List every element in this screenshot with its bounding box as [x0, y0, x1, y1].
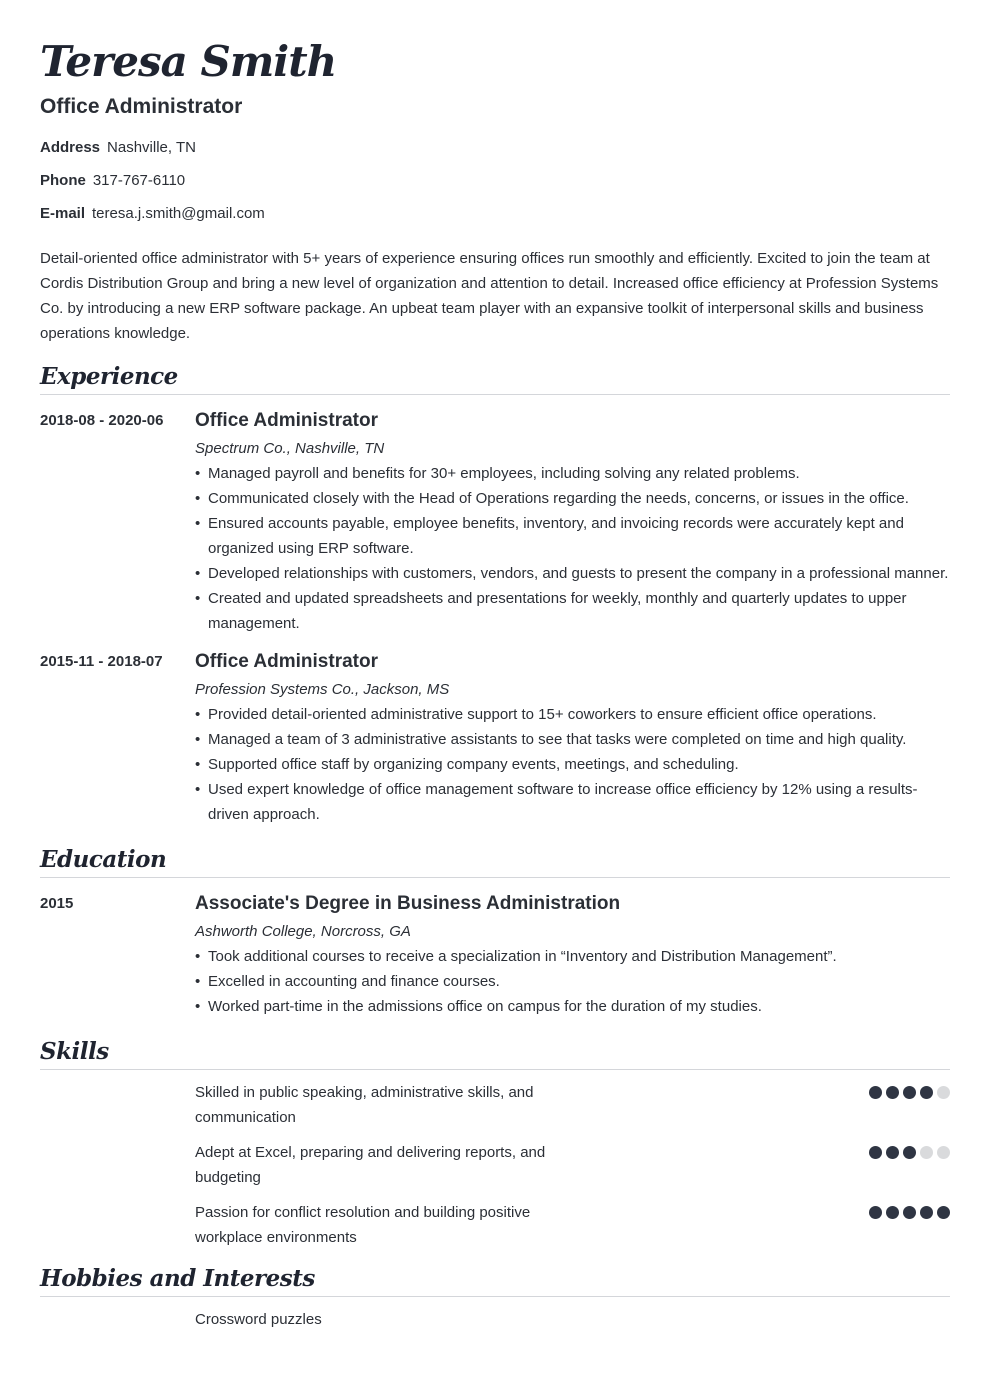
- bullet-dot-icon: •: [195, 948, 201, 965]
- entry-date: 2018-08 - 2020-06: [40, 412, 164, 429]
- contact-label: E-mail: [40, 205, 86, 222]
- skills-list: [40, 1080, 950, 1250]
- skill-row: [40, 1200, 950, 1250]
- experience-list: [40, 407, 950, 827]
- entry-organization: Ashworth College, Norcross, GA: [195, 923, 411, 940]
- skill-pip-filled-icon: [869, 1206, 882, 1219]
- skill-spacer: [40, 1200, 195, 1250]
- summary-paragraph: Detail-oriented office administrator with 5+ years of experience ensuring offices run smoothly and efficiently. Excited to join the team at Cordis Distribution Group and bring a new level of organization and attention to detail. Increased office efficiency at Profession Systems Co. by introducing a new ERP software package. An upbeat team player with an expansive toolkit of interpersonal skills and business operations knowledge.: [40, 250, 939, 342]
- entry-bullets: [195, 702, 950, 827]
- entry-row: [40, 407, 950, 636]
- section-heading-hobbies: Hobbies and Interests: [40, 1264, 950, 1297]
- skill-pip-filled-icon: [886, 1086, 899, 1099]
- skill-pip-filled-icon: [869, 1086, 882, 1099]
- bullet-item: [195, 994, 950, 1019]
- bullet-text: Developed relationships with customers, vendors, and guests to present the company in a professional manner.: [208, 565, 949, 582]
- contact-label: Phone: [40, 172, 86, 189]
- entry-organization: Profession Systems Co., Jackson, MS: [195, 681, 450, 698]
- bullet-dot-icon: •: [195, 731, 201, 748]
- entry-body: [195, 648, 950, 827]
- bullet-item: [195, 727, 950, 752]
- contact-address: [40, 138, 950, 158]
- skill-pip-filled-icon: [920, 1086, 933, 1099]
- bullet-dot-icon: •: [195, 973, 201, 990]
- hobby-spacer: [40, 1309, 195, 1331]
- bullet-dot-icon: •: [195, 706, 201, 723]
- hobby-row: [40, 1309, 950, 1331]
- skill-level-meter: [565, 1080, 950, 1130]
- bullet-item: [195, 461, 950, 486]
- skill-label: Skilled in public speaking, administrative skills, and communication: [195, 1084, 534, 1126]
- skill-pip-filled-icon: [903, 1146, 916, 1159]
- section-heading-education: Education: [40, 845, 950, 878]
- entry-date: 2015-11 - 2018-07: [40, 653, 163, 670]
- bullet-text: Managed payroll and benefits for 30+ employees, including solving any related problems.: [208, 465, 800, 482]
- skill-pip-empty-icon: [937, 1146, 950, 1159]
- entry-role: Office Administrator: [195, 651, 378, 672]
- bullet-dot-icon: •: [195, 590, 201, 607]
- bullet-text: Took additional courses to receive a specialization in “Inventory and Distribution Management”.: [208, 948, 837, 965]
- bullet-item: [195, 777, 950, 827]
- skill-pip-empty-icon: [937, 1086, 950, 1099]
- contact-email: [40, 204, 950, 224]
- section-heading-experience: Experience: [40, 362, 950, 395]
- education-list: [40, 890, 950, 1019]
- contact-phone: [40, 171, 950, 191]
- bullet-text: Managed a team of 3 administrative assistants to see that tasks were completed on time and high quality.: [208, 731, 907, 748]
- bullet-text: Communicated closely with the Head of Operations regarding the needs, concerns, or issues in the office.: [208, 490, 909, 507]
- bullet-item: [195, 969, 950, 994]
- bullet-dot-icon: •: [195, 490, 201, 507]
- hobby-label: Crossword puzzles: [195, 1311, 322, 1328]
- skill-level-meter: [565, 1140, 950, 1190]
- skill-spacer: [40, 1080, 195, 1130]
- bullet-dot-icon: •: [195, 781, 201, 798]
- bullet-text: Used expert knowledge of office management software to increase office efficiency by 12% using a results-driven approach.: [208, 781, 918, 823]
- candidate-title: Office Administrator: [40, 95, 243, 118]
- bullet-text: Supported office staff by organizing company events, meetings, and scheduling.: [208, 756, 739, 773]
- contact-label: Address: [40, 139, 101, 156]
- bullet-text: Ensured accounts payable, employee benefits, inventory, and invoicing records were accurately kept and organized using ERP software.: [208, 515, 904, 557]
- skill-pip-filled-icon: [903, 1086, 916, 1099]
- entry-date: 2015: [40, 895, 74, 912]
- entry-body: [195, 407, 950, 636]
- contact-block: [40, 138, 950, 224]
- skill-row: [40, 1080, 950, 1130]
- hobbies-list: [40, 1309, 950, 1331]
- skill-pip-filled-icon: [903, 1206, 916, 1219]
- bullet-dot-icon: •: [195, 565, 201, 582]
- bullet-text: Provided detail-oriented administrative support to 15+ coworkers to ensure efficient office operations.: [208, 706, 877, 723]
- skill-level-meter: [565, 1200, 950, 1250]
- contact-value: Nashville, TN: [107, 139, 196, 156]
- skill-pip-filled-icon: [886, 1206, 899, 1219]
- bullet-item: [195, 511, 950, 561]
- entry-role: Office Administrator: [195, 410, 378, 431]
- bullet-item: [195, 944, 950, 969]
- entry-role: Associate's Degree in Business Administration: [195, 893, 621, 914]
- contact-value: 317-767-6110: [92, 172, 186, 189]
- entry-bullets: [195, 944, 950, 1019]
- bullet-text: Worked part-time in the admissions office on campus for the duration of my studies.: [208, 998, 762, 1015]
- contact-value: teresa.j.smith@gmail.com: [92, 205, 265, 222]
- skill-label: Adept at Excel, preparing and delivering reports, and budgeting: [195, 1144, 546, 1186]
- bullet-dot-icon: •: [195, 515, 201, 532]
- bullet-item: [195, 486, 950, 511]
- bullet-item: [195, 586, 950, 636]
- entry-row: [40, 890, 950, 1019]
- skill-pip-filled-icon: [886, 1146, 899, 1159]
- bullet-dot-icon: •: [195, 465, 201, 482]
- bullet-dot-icon: •: [195, 998, 201, 1015]
- bullet-item: [195, 561, 950, 586]
- entry-body: [195, 890, 950, 1019]
- skill-row: [40, 1140, 950, 1190]
- skill-label: Passion for conflict resolution and building positive workplace environments: [195, 1204, 531, 1246]
- skill-spacer: [40, 1140, 195, 1190]
- entry-organization: Spectrum Co., Nashville, TN: [195, 440, 385, 457]
- candidate-name: Teresa Smith: [40, 37, 337, 86]
- section-heading-skills: Skills: [40, 1037, 950, 1070]
- skill-pip-empty-icon: [920, 1146, 933, 1159]
- skill-pip-filled-icon: [869, 1146, 882, 1159]
- bullet-item: [195, 752, 950, 777]
- bullet-dot-icon: •: [195, 756, 201, 773]
- entry-row: [40, 648, 950, 827]
- entry-bullets: [195, 461, 950, 636]
- bullet-text: Excelled in accounting and finance courses.: [208, 973, 500, 990]
- bullet-item: [195, 702, 950, 727]
- skill-pip-filled-icon: [937, 1206, 950, 1219]
- skill-pip-filled-icon: [920, 1206, 933, 1219]
- bullet-text: Created and updated spreadsheets and presentations for weekly, monthly and quarterly updates to upper management.: [208, 590, 907, 632]
